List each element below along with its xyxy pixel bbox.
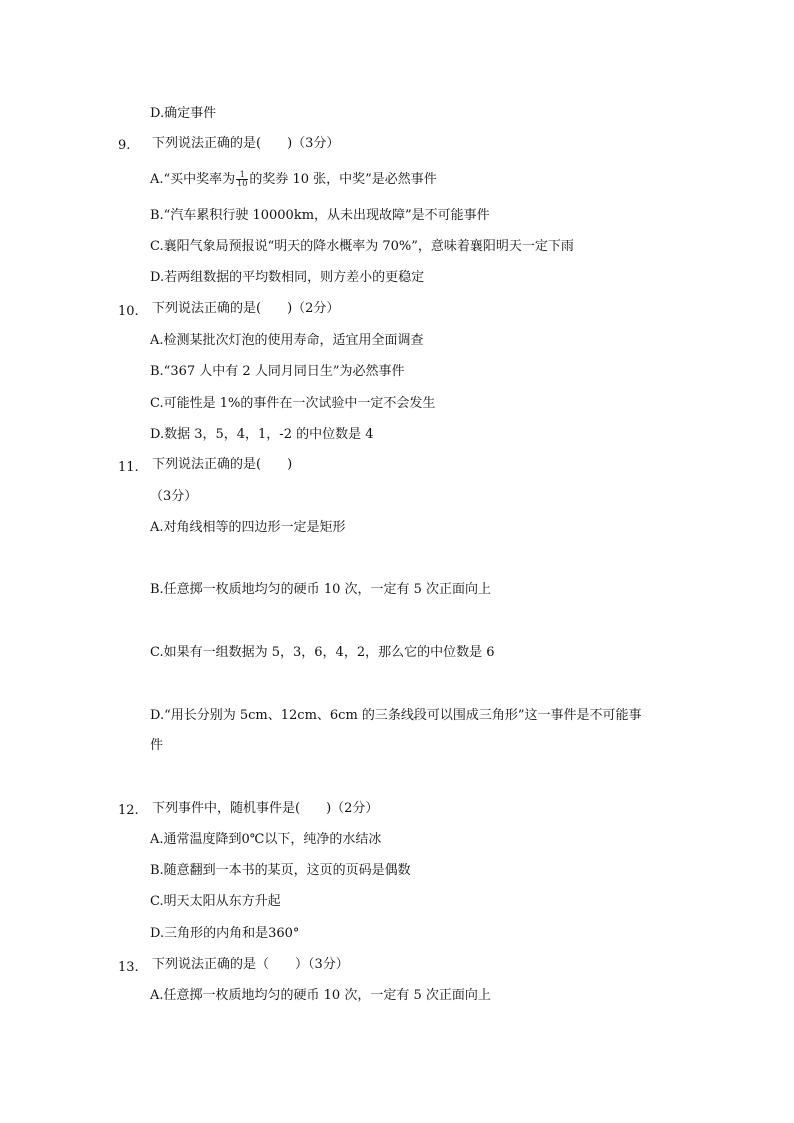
q10-option-d: D.数据 3，5，4，1，-2 的中位数是 4 <box>150 427 374 442</box>
q9-option-a-before: A.“买中奖率为 <box>150 172 236 187</box>
q11-option-d-line2: 件 <box>150 738 164 753</box>
q11-option-c: C.如果有一组数据为 5，3，6，4，2，那么它的中位数是 6 <box>150 645 495 660</box>
fraction-numerator: 1 <box>236 171 248 180</box>
fraction <box>236 171 248 188</box>
q10-stem: 下列说法正确的是( )（2分） <box>152 301 340 316</box>
q11-score: （3分） <box>150 489 198 504</box>
q12-option-d: D.三角形的内角和是360° <box>150 926 300 941</box>
q9-number: 9. <box>118 138 131 153</box>
q9-option-a-after: 的奖券 10 张，中奖”是必然事件 <box>249 172 437 187</box>
q10-number: 10. <box>118 304 139 319</box>
q12-option-a: A.通常温度降到0℃以下，纯净的水结冰 <box>150 832 382 847</box>
q12-option-c: C.明天太阳从东方升起 <box>150 894 281 909</box>
q12-option-b: B.随意翻到一本书的某页，这页的页码是偶数 <box>150 863 411 878</box>
q9-option-d: D.若两组数据的平均数相同，则方差小的更稳定 <box>150 270 425 285</box>
q13-number: 13. <box>118 960 139 975</box>
q9-option-b: B.“汽车累积行驶 10000km，从未出现故障”是不可能事件 <box>150 208 490 223</box>
q11-option-b: B.任意掷一枚质地均匀的硬币 10 次，一定有 5 次正面向上 <box>150 582 492 597</box>
q8-option-d: D.确定事件 <box>150 106 217 121</box>
q11-option-a: A.对角线相等的四边形一定是矩形 <box>150 520 346 535</box>
q13-stem: 下列说法正确的是（ ）（3分） <box>152 957 349 972</box>
q11-option-d-line1: D.“用长分别为 5cm、12cm、6cm 的三条线段可以围成三角形”这一事件是不可能事 <box>150 708 642 723</box>
q10-option-b: B.“367 人中有 2 人同月同日生”为必然事件 <box>150 364 405 379</box>
q11-stem: 下列说法正确的是( ) <box>152 457 293 472</box>
q10-option-c: C.可能性是 1%的事件在一次试验中一定不会发生 <box>150 396 436 411</box>
q13-option-a: A.任意掷一枚质地均匀的硬币 10 次，一定有 5 次正面向上 <box>150 988 491 1003</box>
q9-option-c: C.襄阳气象局预报说“明天的降水概率为 70%”，意味着襄阳明天一定下雨 <box>150 239 574 254</box>
q9-stem: 下列说法正确的是( )（3分） <box>152 136 340 151</box>
q9-option-a <box>150 171 437 188</box>
fraction-denominator: 10 <box>237 179 248 188</box>
q12-number: 12. <box>118 803 139 818</box>
q11-number: 11. <box>118 460 139 475</box>
q12-stem: 下列事件中，随机事件是( )（2分） <box>152 801 379 816</box>
q10-option-a: A.检测某批次灯泡的使用寿命，适宜用全面调查 <box>150 333 424 348</box>
